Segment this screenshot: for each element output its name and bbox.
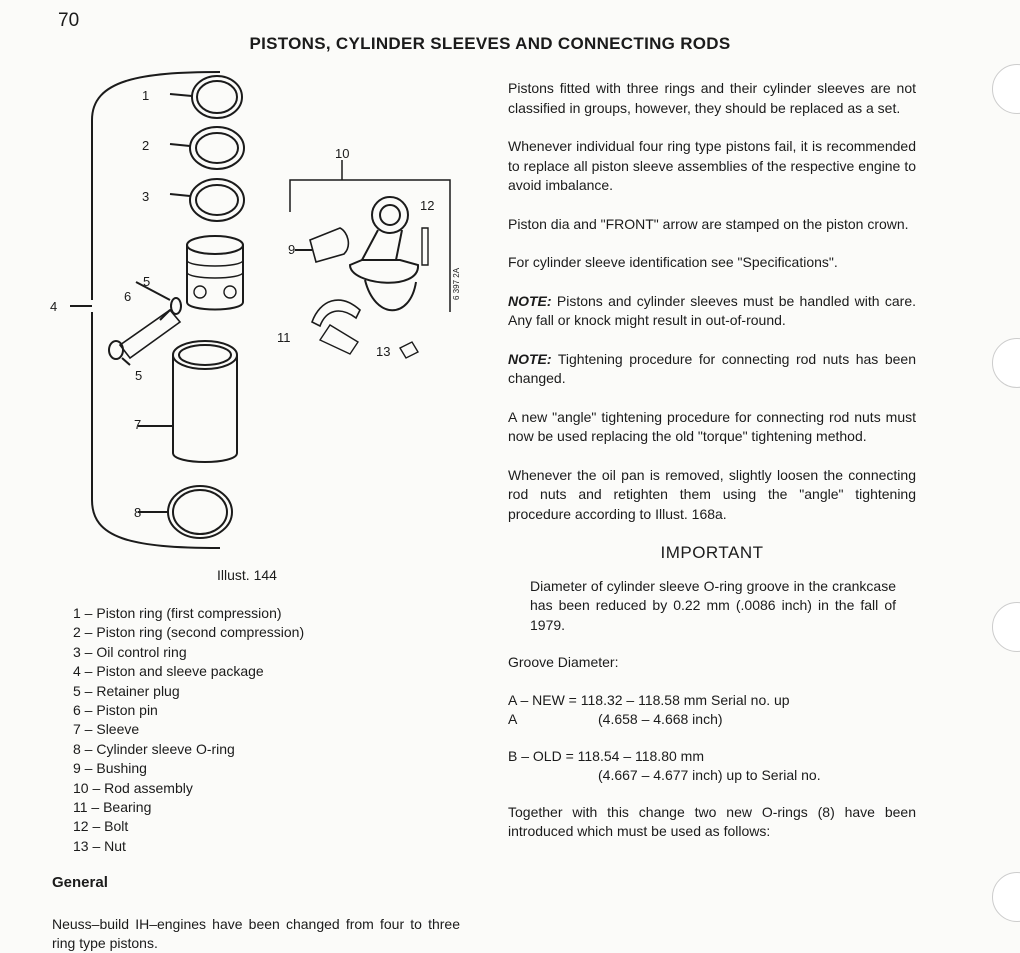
legend-item: 13 – Nut bbox=[73, 837, 126, 854]
spec-new-line1: A – NEW = 118.32 – 118.58 mm Serial no. up bbox=[508, 691, 790, 708]
section-heading-general: General bbox=[52, 874, 108, 891]
bushing bbox=[310, 228, 348, 262]
legend-item: 7 – Sleeve bbox=[73, 721, 140, 738]
piston-pin bbox=[120, 310, 180, 358]
bolt bbox=[422, 228, 428, 265]
callout-12: 12 bbox=[420, 198, 435, 213]
spec-old-inch: (4.667 – 4.677 inch) up to Serial no. bbox=[598, 766, 821, 783]
callout-2: 2 bbox=[142, 138, 150, 153]
legend-item: 1 – Piston ring (first compression) bbox=[73, 605, 282, 621]
legend-item: 5 – Retainer plug bbox=[73, 682, 180, 699]
callout-1: 1 bbox=[142, 88, 150, 103]
legend-item: 2 – Piston ring (second compression) bbox=[73, 624, 305, 641]
exploded-view-illustration bbox=[40, 60, 470, 560]
paragraph: Whenever individual four ring type pistons fail, it is recommended to replace all piston sleeve assemblies of the respective engine to avoid imbalance. bbox=[508, 138, 916, 193]
callout-10: 10 bbox=[335, 146, 350, 161]
paragraph: Together with this change two new O-rings (8) have been introduced which must be used as follows: bbox=[508, 803, 916, 839]
legend-item: 4 – Piston and sleeve package bbox=[73, 663, 264, 680]
callout-5b: 5 bbox=[135, 368, 143, 383]
callout-8: 8 bbox=[134, 505, 142, 520]
retainer-plug bbox=[171, 298, 181, 314]
legend-item: 10 – Rod assembly bbox=[73, 779, 193, 796]
legend-item: 3 – Oil control ring bbox=[73, 643, 187, 660]
nut bbox=[400, 342, 418, 358]
paragraph: A new "angle" tightening procedure for connecting rod nuts must now be used replacing the old "torque" tightening method. bbox=[508, 408, 916, 444]
piston bbox=[187, 236, 243, 310]
callout-6: 6 bbox=[124, 289, 132, 304]
callout-5a: 5 bbox=[143, 274, 151, 289]
note-text: Tightening procedure for connecting rod nuts has been changed. bbox=[508, 350, 916, 386]
callout-9: 9 bbox=[288, 242, 296, 257]
bearing bbox=[312, 300, 360, 326]
spec-old bbox=[508, 747, 916, 785]
general-paragraph: Neuss–build IH–engines have been changed from four to three ring type pistons. bbox=[52, 916, 460, 951]
legend-item: 6 – Piston pin bbox=[73, 701, 158, 718]
important-paragraph: Diameter of cylinder sleeve O-ring groove in the crankcase has been reduced by 0.22 mm (.0086 inch) in the fall of 1979. bbox=[530, 577, 896, 633]
callout-13: 13 bbox=[376, 344, 391, 359]
paragraph: Piston dia and "FRONT" arrow are stamped on the piston crown. bbox=[508, 215, 909, 232]
binder-hole bbox=[992, 872, 1020, 922]
spec-old-line1: B – OLD = 118.54 – 118.80 mm bbox=[508, 747, 704, 764]
note-text: Pistons and cylinder sleeves must be handled with care. Any fall or knock might result in out-of-round. bbox=[508, 292, 917, 328]
legend-item: 9 – Bushing bbox=[73, 760, 147, 777]
piston-ring-1 bbox=[192, 76, 242, 118]
binder-hole bbox=[992, 64, 1020, 114]
note-paragraph bbox=[508, 292, 916, 331]
paragraph: Whenever the oil pan is removed, slightly loosen the connecting rod nuts and retighten them using the "angle" tightening procedure according to Illust. 168a. bbox=[508, 466, 916, 522]
callout-4: 4 bbox=[50, 299, 58, 314]
page-number: 70 bbox=[58, 10, 80, 31]
callout-7: 7 bbox=[134, 417, 142, 432]
paragraph: For cylinder sleeve identification see "Specifications". bbox=[508, 254, 838, 270]
spec-new bbox=[508, 691, 916, 729]
legend-item: 12 – Bolt bbox=[73, 818, 129, 835]
right-column bbox=[508, 79, 916, 861]
parts-legend bbox=[73, 604, 304, 856]
groove-diameter-label: Groove Diameter: bbox=[508, 654, 619, 670]
illustration-caption: Illust. 144 bbox=[217, 567, 277, 583]
note-paragraph bbox=[508, 350, 916, 389]
callout-3: 3 bbox=[142, 189, 150, 204]
important-heading: IMPORTANT bbox=[660, 543, 764, 562]
binder-hole bbox=[992, 338, 1020, 388]
legend-item: 11 – Bearing bbox=[73, 798, 152, 815]
connecting-rod-assembly bbox=[350, 197, 418, 310]
paragraph: Pistons fitted with three rings and their cylinder sleeves are not classified in groups, however, they should be replaced as a set. bbox=[508, 80, 916, 116]
spec-new-inch: (4.658 – 4.668 inch) bbox=[598, 710, 723, 727]
package-bracket bbox=[92, 72, 220, 548]
callout-11: 11 bbox=[277, 330, 291, 345]
page-title: PISTONS, CYLINDER SLEEVES AND CONNECTING RODS bbox=[249, 34, 731, 53]
note-label: NOTE: bbox=[508, 292, 552, 309]
sleeve-o-ring bbox=[168, 486, 232, 538]
cylinder-sleeve bbox=[173, 341, 237, 462]
note-label: NOTE: bbox=[508, 350, 552, 367]
legend-item: 8 – Cylinder sleeve O-ring bbox=[73, 740, 235, 757]
binder-hole bbox=[992, 602, 1020, 652]
illustration-code: 6 397 2A bbox=[452, 267, 461, 300]
retainer-plug-2 bbox=[109, 341, 123, 359]
spec-new-label: A bbox=[508, 710, 518, 727]
